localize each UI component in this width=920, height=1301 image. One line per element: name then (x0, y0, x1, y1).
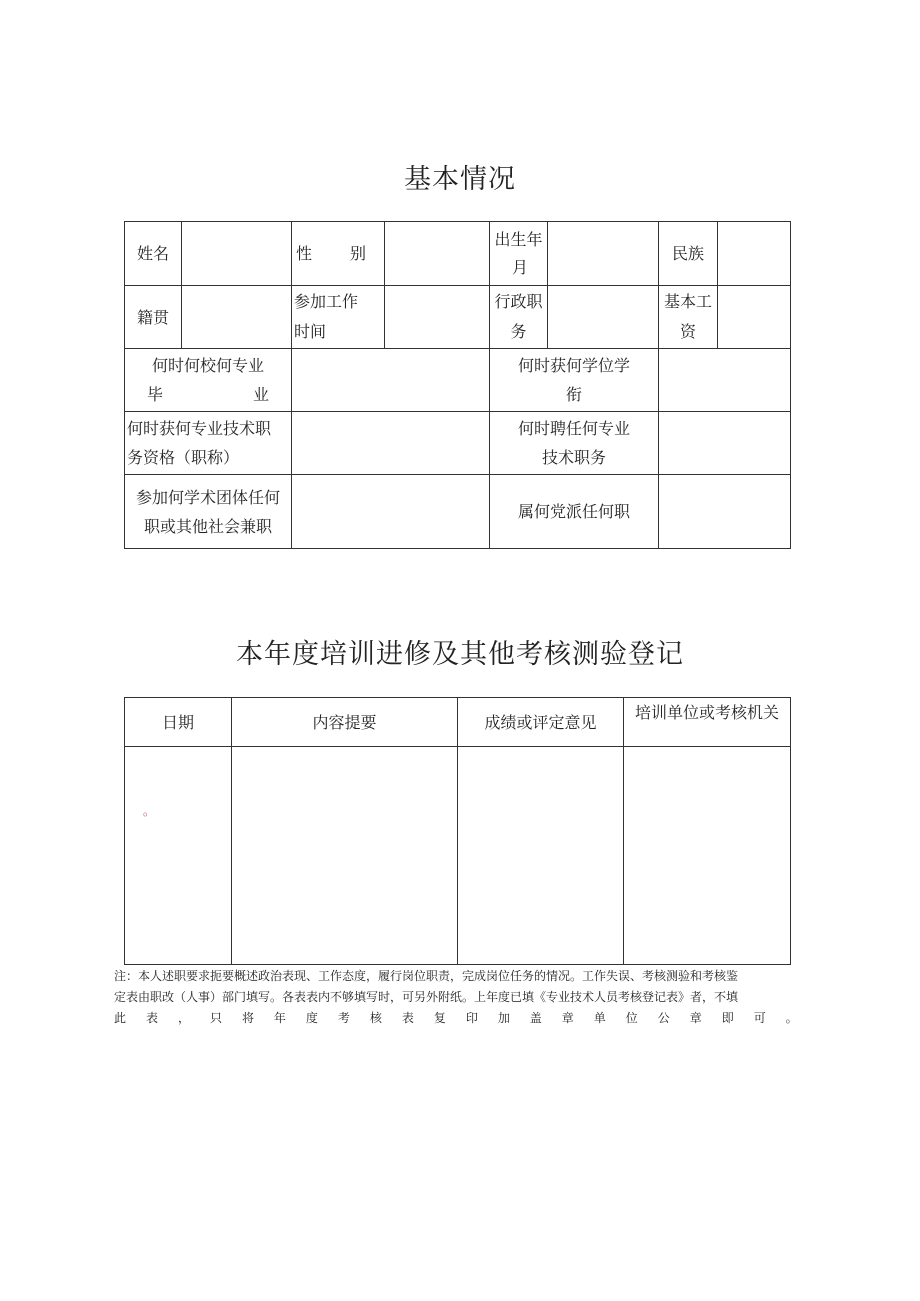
appointment-label: 何时聘任何专业 技术职务 (490, 412, 659, 475)
gender-label: 性 别 (292, 222, 385, 286)
birth-date-label: 出生年 月 (490, 222, 548, 286)
section-title-training: 本年度培训进修及其他考核测验登记 (236, 639, 684, 670)
ethnicity-label: 民族 (659, 222, 718, 286)
institution-cell[interactable] (624, 747, 791, 965)
section-title-basic-info: 基本情况 (404, 164, 516, 195)
result-cell[interactable] (458, 747, 624, 965)
association-field[interactable] (292, 475, 490, 549)
gender-field[interactable] (385, 222, 490, 286)
table-row (125, 412, 791, 475)
birth-date-field[interactable] (548, 222, 659, 286)
native-place-field[interactable] (182, 286, 292, 349)
admin-position-label: 行政职 务 (490, 286, 548, 349)
footnote-line-spread: 此 表 ， 只 将 年 度 考 核 表 复 印 加 盖 章 单 位 公 章 即 可 。 (114, 1011, 798, 1025)
qualification-field[interactable] (292, 412, 490, 475)
footnote (114, 966, 798, 1029)
degree-field[interactable] (659, 349, 791, 412)
graduation-field[interactable] (292, 349, 490, 412)
admin-position-field[interactable] (548, 286, 659, 349)
content-cell[interactable] (232, 747, 458, 965)
name-label: 姓名 (125, 222, 182, 286)
party-label: 属何党派任何职 (490, 475, 659, 549)
base-salary-label: 基本工 资 (659, 286, 718, 349)
graduation-label: 何时何校何专业 毕 业 (125, 349, 292, 412)
table-row (125, 747, 791, 965)
footnote-line: 定表由职改（人事）部门填写。各表表内不够填写时，可另外附纸。上年度已填《专业技术人员考核登记表》者，不填 (114, 990, 739, 1004)
header-institution: 培训单位或考核机关 (624, 698, 791, 747)
name-field[interactable] (182, 222, 292, 286)
date-cell[interactable] (125, 747, 232, 965)
base-salary-field[interactable] (718, 286, 791, 349)
mark-dot: 。 (143, 804, 156, 818)
training-table (124, 697, 791, 965)
appointment-field[interactable] (659, 412, 791, 475)
header-content: 内容提要 (232, 698, 458, 747)
table-row (125, 286, 791, 349)
ethnicity-field[interactable] (718, 222, 791, 286)
native-place-label: 籍贯 (125, 286, 182, 349)
party-field[interactable] (659, 475, 791, 549)
association-label: 参加何学术团体任何 职或其他社会兼职 (125, 475, 292, 549)
work-start-field[interactable] (385, 286, 490, 349)
table-header-row (125, 698, 791, 747)
basic-info-table (124, 221, 791, 549)
table-row (125, 475, 791, 549)
table-row (125, 222, 791, 286)
table-row (125, 349, 791, 412)
footnote-line: 注：本人述职要求扼要概述政治表现、工作态度，履行岗位职责，完成岗位任务的情况。工作失误、考核测验和考核鉴 (114, 969, 739, 983)
work-start-label: 参加工作 时间 (292, 286, 385, 349)
degree-label: 何时获何学位学 衔 (490, 349, 659, 412)
header-date: 日期 (125, 698, 232, 747)
header-result: 成绩或评定意见 (458, 698, 624, 747)
qualification-label: 何时获何专业技术职 务资格（职称） (125, 412, 292, 475)
